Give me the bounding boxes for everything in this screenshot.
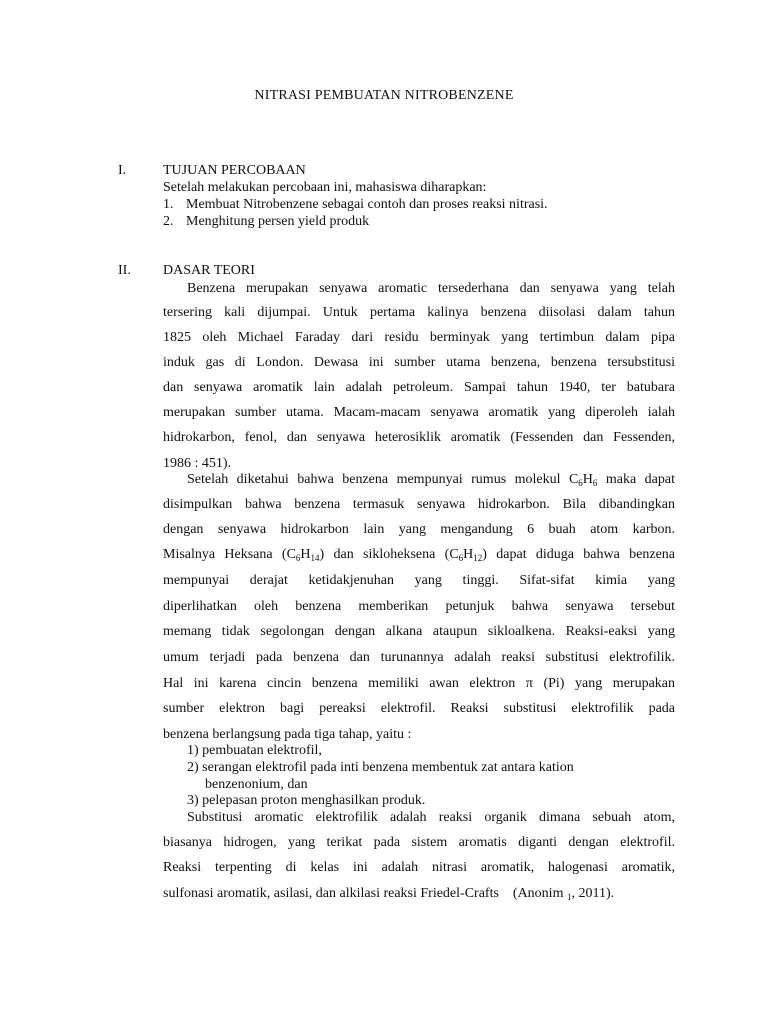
section-1-heading: TUJUAN PERCOBAAN [163, 163, 306, 178]
paragraph-1-line: Benzena merupakan senyawa aromatic tersederhana dan senyawa yang telah [187, 281, 675, 296]
reaction-step: 2) serangan elektrofil pada inti benzena membentuk zat antara kation [187, 760, 574, 775]
paragraph-3-line: Reaksi terpenting di kelas ini adalah nitrasi aromatik, halogenasi aromatik, [163, 860, 675, 875]
paragraph-2-line: memang tidak segolongan dengan alkana ataupun sikloalkena. Reaksi-eaksi yang [163, 624, 675, 639]
paragraph-1-line: induk gas di London. Dewasa ini sumber utama benzena, benzena tersubstitusi [163, 355, 675, 370]
paragraph-2-line: diperlihatkan oleh benzena memberikan petunjuk bahwa senyawa tersebut [163, 599, 675, 614]
reaction-step: 3) pelepasan proton menghasilkan produk. [187, 793, 426, 808]
objective-2-number: 2. [163, 214, 174, 229]
objective-2-text: Menghitung persen yield produk [186, 214, 370, 229]
paragraph-3-line: Substitusi aromatic elektrofilik adalah reaksi organik dimana sebuah atom, [187, 810, 675, 825]
section-1-intro: Setelah melakukan percobaan ini, mahasiswa diharapkan: [163, 180, 487, 195]
objective-1-text: Membuat Nitrobenzene sebagai contoh dan proses reaksi nitrasi. [186, 197, 548, 212]
paragraph-2-line: benzena berlangsung pada tiga tahap, yaitu : [163, 727, 412, 742]
paragraph-1-line: tersering kali dijumpai. Untuk pertama kalinya benzena diisolasi dalam tahun [163, 305, 675, 320]
paragraph-1-line: hidrokarbon, fenol, dan senyawa heterosiklik aromatik (Fessenden dan Fessenden, [163, 430, 675, 445]
section-1-number: I. [118, 163, 127, 178]
paragraph-2-line: Hal ini karena cincin benzena memiliki awan elektron π (Pi) yang merupakan [163, 676, 675, 691]
paragraph-2-line: dengan senyawa hidrokarbon lain yang mengandung 6 buah atom karbon. [163, 522, 675, 537]
paragraph-2-line: Setelah diketahui bahwa benzena mempunyai rumus molekul $C_6H_6$ maka dapat [187, 472, 675, 488]
section-2-heading: DASAR TEORI [163, 263, 255, 278]
reaction-step: 1) pembuatan elektrofil, [187, 743, 322, 758]
paragraph-1-line: 1986 : 451). [163, 456, 232, 471]
paragraph-2-line: mempunyai derajat ketidakjenuhan yang tinggi. Sifat-sifat kimia yang [163, 573, 675, 588]
section-2-number: II. [118, 263, 131, 278]
paragraph-2-line: Misalnya Heksana $(C_6H_{14})$ dan sikloheksena $(C_6H_{12})$ dapat diduga bahwa benzena [163, 547, 675, 563]
paragraph-3-line: biasanya hidrogen, yang terikat pada sistem aromatis diganti dengan elektrofil. [163, 835, 675, 850]
paragraph-2-line: disimpulkan bahwa benzena termasuk senyawa hidrokarbon. Bila dibandingkan [163, 497, 675, 512]
reaction-step: benzenonium, dan [205, 777, 308, 792]
paragraph-3-line: sulfonasi aromatik, asilasi, dan alkilasi reaksi Friedel-Crafts (Anonim $_1$, 2011). [163, 886, 615, 902]
objective-1-number: 1. [163, 197, 174, 212]
paragraph-2-line: sumber elektron bagi pereaksi elektrofil. Reaksi substitusi elektrofilik pada [163, 701, 675, 716]
paragraph-2-line: umum terjadi pada benzena dan turunannya adalah reaksi substitusi elektrofilik. [163, 650, 675, 665]
paragraph-1-line: merupakan sumber utama. Macam-macam senyawa aromatik yang diperoleh ialah [163, 405, 675, 420]
document-title: NITRASI PEMBUATAN NITROBENZENE [254, 88, 514, 103]
paragraph-1-line: 1825 oleh Michael Faraday dari residu berminyak yang tertimbun dalam pipa [163, 330, 675, 345]
paragraph-1-line: dan senyawa aromatik lain adalah petroleum. Sampai tahun 1940, ter batubara [163, 380, 675, 395]
